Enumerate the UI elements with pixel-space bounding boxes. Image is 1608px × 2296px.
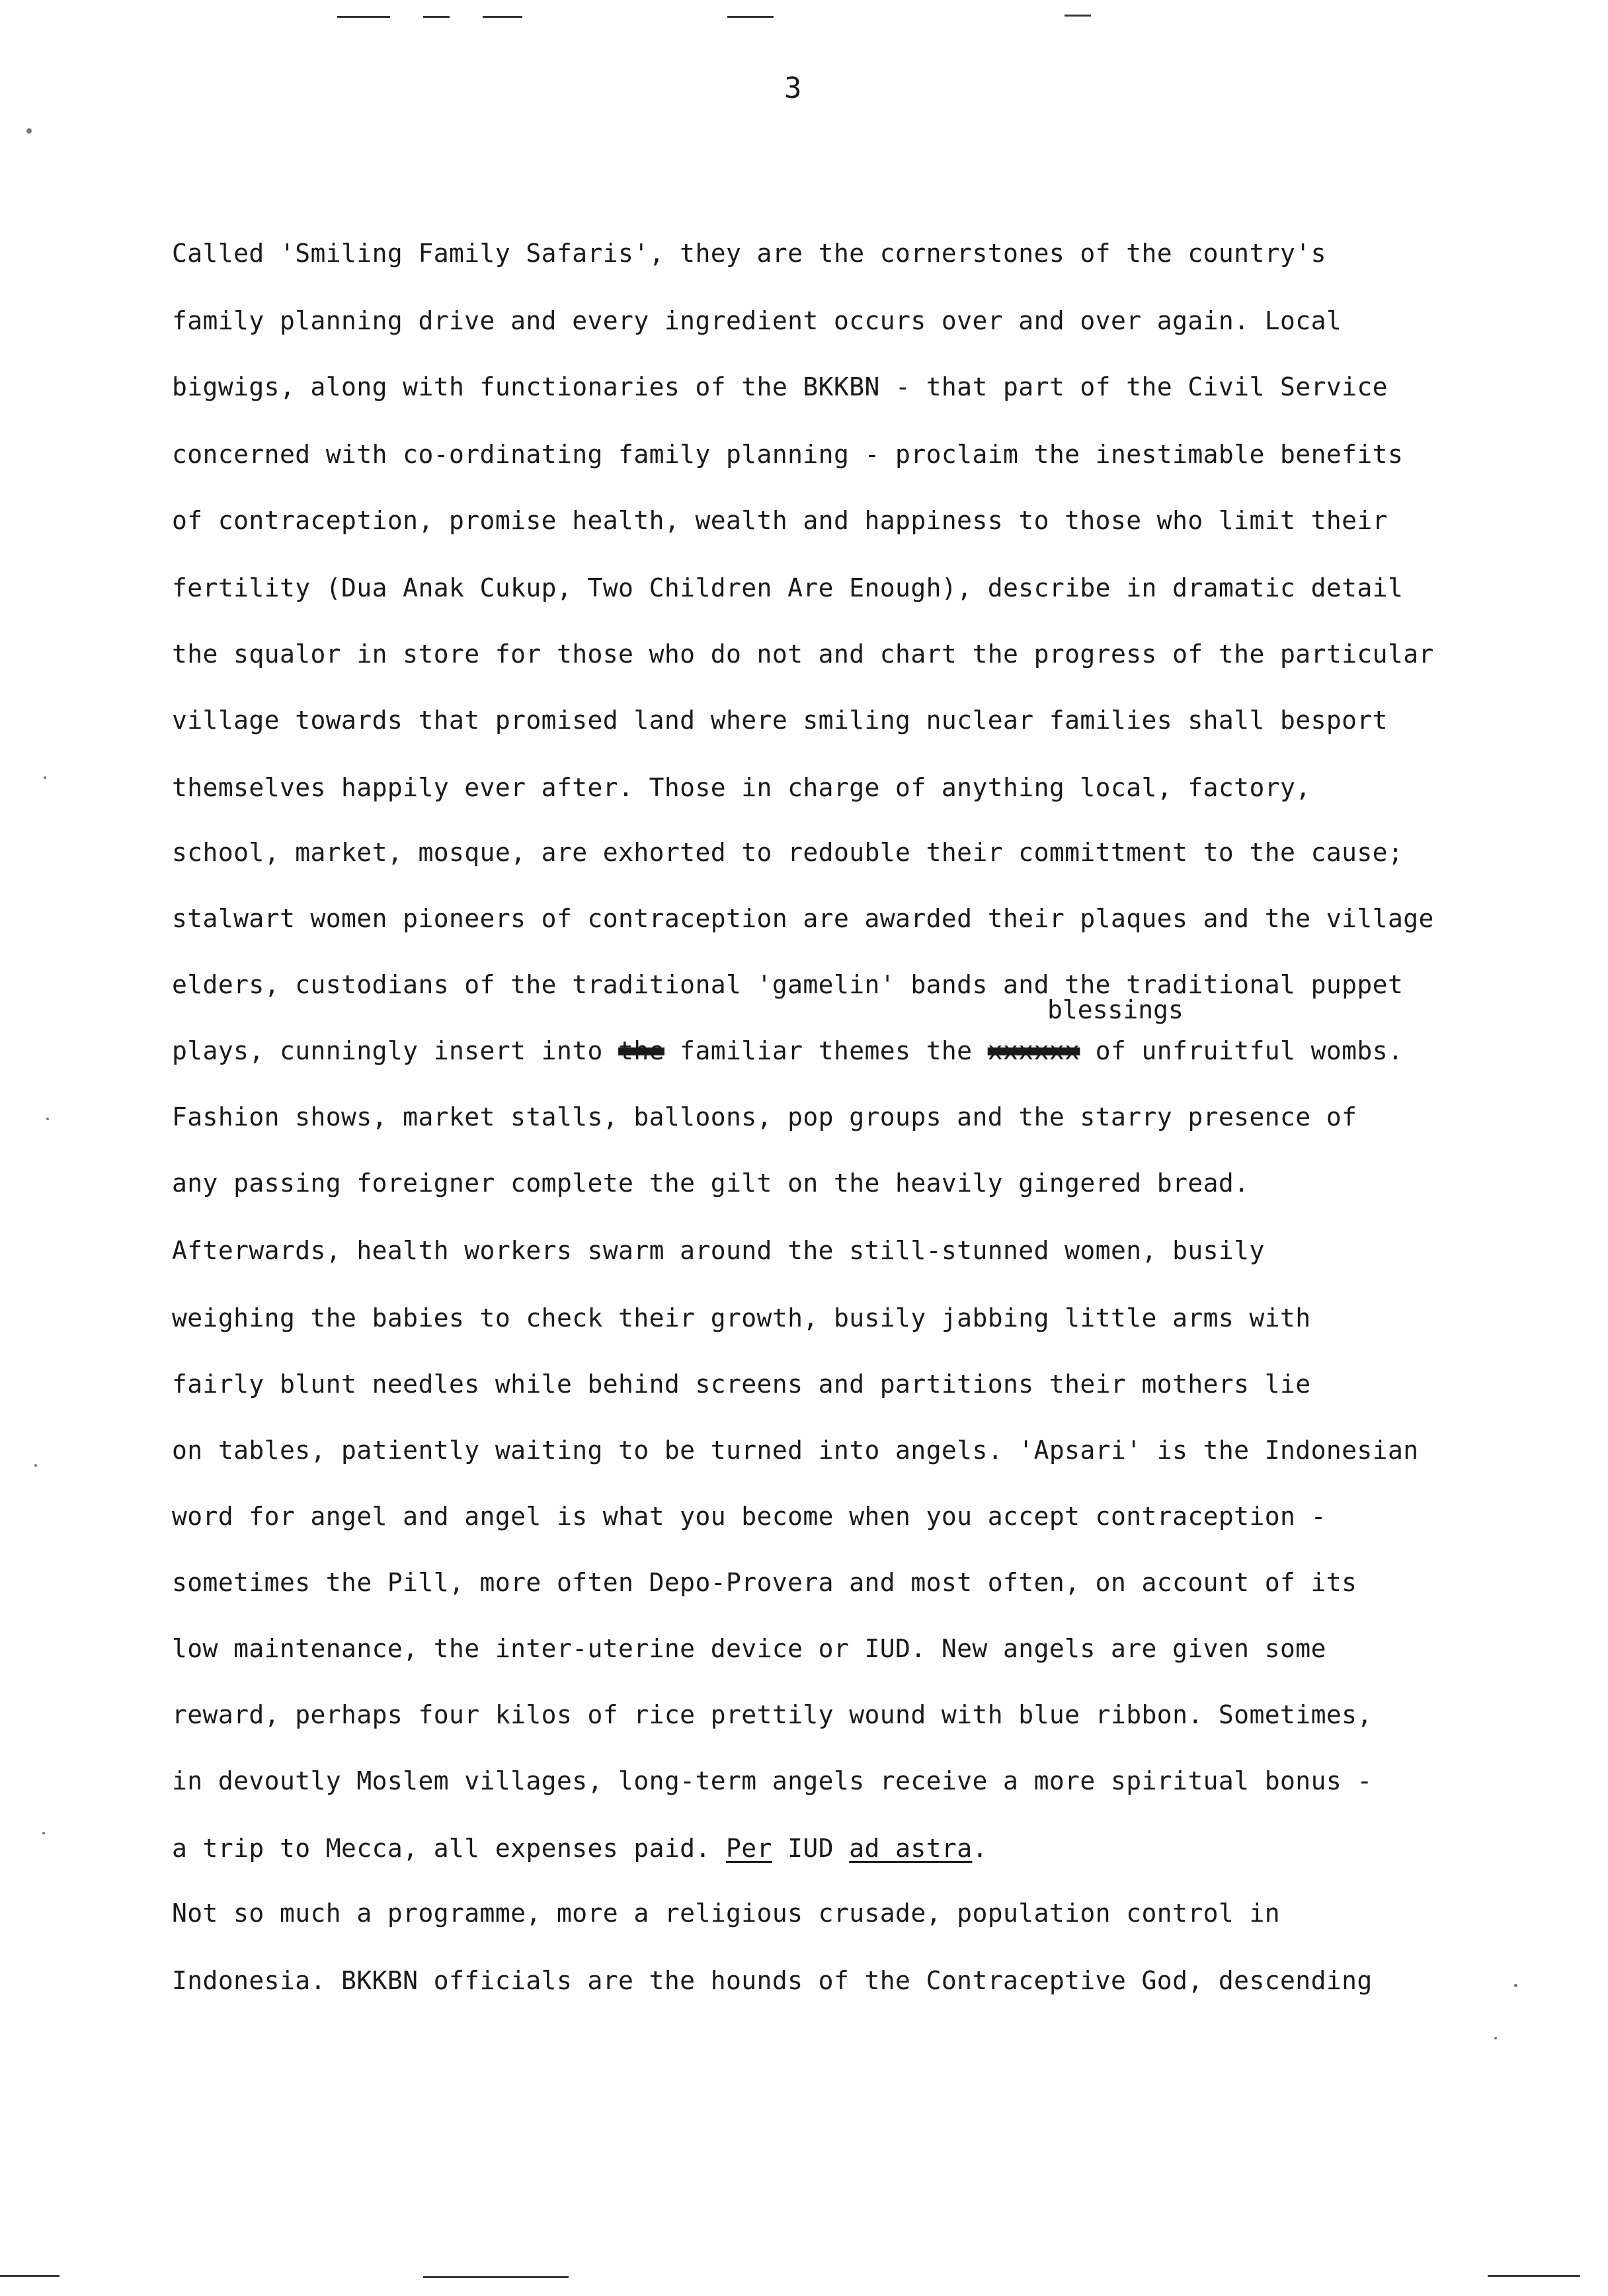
text-line-14: Fashion shows, market stalls, balloons, pop groups and the starry presence of (172, 1102, 1357, 1131)
text-line-21: sometimes the Pill, more often Depo-Provera and most often, on account of its (172, 1568, 1357, 1597)
underlined-word: Per (726, 1834, 772, 1863)
scan-speckle (1494, 2037, 1497, 2039)
underlined-phrase: ad astra (849, 1834, 973, 1863)
scan-speckle (34, 1464, 37, 1467)
text-line-11: stalwart women pioneers of contraception are awarded their plaques and the village (172, 904, 1434, 933)
text-line-19: on tables, patiently waiting to be turned into angels. 'Apsari' is the Indonesian (172, 1436, 1419, 1465)
text-line-4: concerned with co-ordinating family planning - proclaim the inestimable benefits (172, 440, 1404, 469)
text-line-8: village towards that promised land where smiling nuclear families shall besport (172, 706, 1388, 735)
text-fragment: a trip to Mecca, all expenses paid. (172, 1834, 727, 1863)
text-line-16: Afterwards, health workers swarm around the still-stunned women, busily (172, 1236, 1265, 1265)
text-line-10: school, market, mosque, are exhorted to redouble their committment to the cause; (172, 838, 1404, 867)
text-fragment: . (972, 1834, 988, 1863)
text-line-7: the squalor in store for those who do not and chart the progress of the particular (172, 639, 1434, 669)
scan-mark (423, 2276, 569, 2278)
scan-speckle (1514, 1984, 1517, 1987)
page-number: 3 (784, 71, 802, 105)
interlinear-insertion: blessings (1047, 995, 1184, 1024)
struck-word: the (618, 1036, 664, 1065)
scan-mark (0, 2275, 60, 2277)
text-fragment: IUD (772, 1834, 850, 1863)
text-line-2: family planning drive and every ingredient occurs over and over again. Local (172, 306, 1342, 335)
scan-speckle (44, 776, 46, 779)
text-line-13 (172, 1038, 1403, 1063)
text-line-3: bigwigs, along with functionaries of the BKKBN - that part of the Civil Service (172, 372, 1388, 401)
text-line-9: themselves happily ever after. Those in charge of anything local, factory, (172, 773, 1311, 802)
text-line-12: elders, custodians of the traditional 'gamelin' bands and the traditional puppet (172, 970, 1404, 999)
text-line-26: Not so much a programme, more a religious crusade, population control in (172, 1899, 1281, 1928)
text-line-17: weighing the babies to check their growth, busily jabbing little arms with (172, 1303, 1311, 1332)
text-line-22: low maintenance, the inter-uterine device or IUD. New angels are given some (172, 1634, 1326, 1663)
text-line-25 (172, 1836, 988, 1861)
text-fragment: plays, cunningly insert into (172, 1036, 619, 1065)
text-line-1: Called 'Smiling Family Safaris', they are the cornerstones of the country's (172, 239, 1326, 268)
scan-mark (337, 16, 390, 18)
scan-mark (483, 16, 522, 18)
text-fragment: familiar themes the (664, 1036, 988, 1065)
text-line-5: of contraception, promise health, wealth and happiness to those who limit their (172, 506, 1388, 535)
scan-mark (1488, 2275, 1580, 2277)
text-line-27: Indonesia. BKKBN officials are the hounds of the Contraceptive God, descending (172, 1966, 1373, 1995)
scan-speckle (46, 1118, 49, 1120)
text-line-6: fertility (Dua Anak Cukup, Two Children Are Enough), describe in dramatic detail (172, 573, 1404, 602)
text-fragment: of unfruitful wombs. (1080, 1036, 1404, 1065)
scan-mark (1065, 15, 1091, 17)
scan-mark (423, 16, 450, 18)
text-line-15: any passing foreigner complete the gilt on the heavily gingered bread. (172, 1168, 1250, 1198)
text-line-24: in devoutly Moslem villages, long-term angels receive a more spiritual bonus - (172, 1766, 1373, 1795)
text-line-20: word for angel and angel is what you become when you accept contraception - (172, 1502, 1326, 1531)
scan-speckle (42, 1832, 45, 1834)
struck-word: xxxxxx (987, 1036, 1080, 1065)
text-line-18: fairly blunt needles while behind screens and partitions their mothers lie (172, 1370, 1311, 1399)
scan-speckle (26, 128, 32, 134)
scan-mark (727, 16, 774, 18)
text-line-23: reward, perhaps four kilos of rice prettily wound with blue ribbon. Sometimes, (172, 1700, 1373, 1729)
